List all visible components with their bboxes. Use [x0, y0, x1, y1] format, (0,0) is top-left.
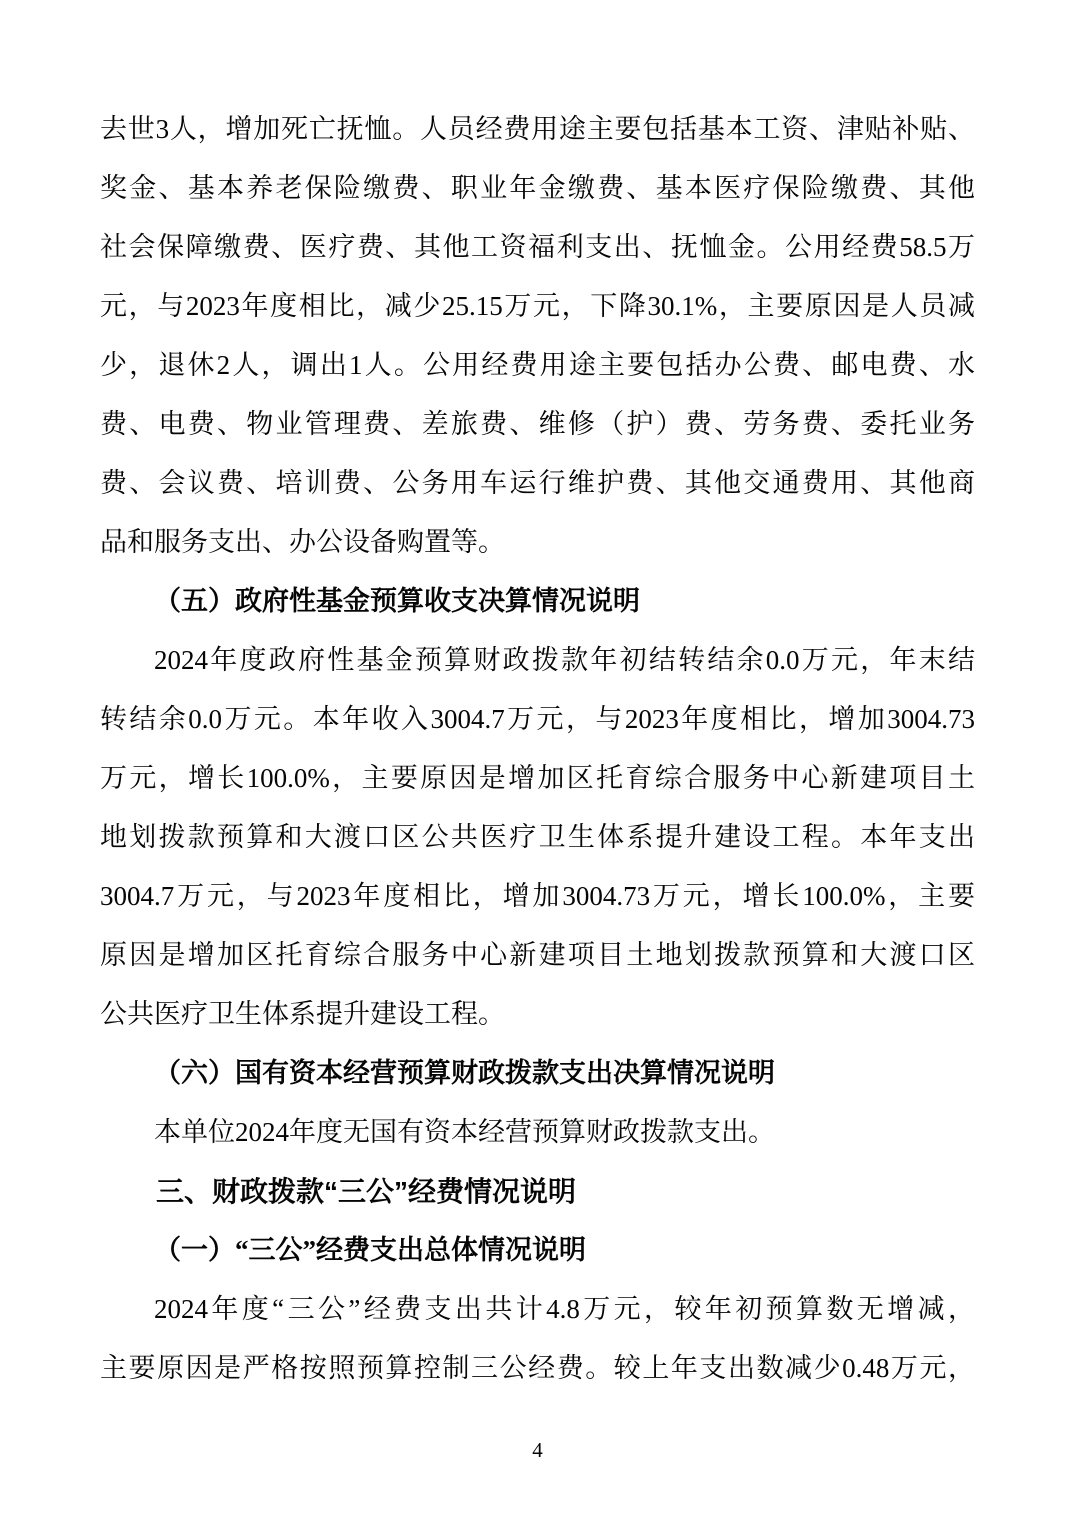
body-line: 奖金、基本养老保险缴费、职业年金缴费、基本医疗保险缴费、其他 — [100, 173, 975, 203]
body-line: 元，与2023年度相比，减少25.15万元，下降30.1%，主要原因是人员减 — [100, 291, 975, 321]
body-line: 地划拨款预算和大渡口区公共医疗卫生体系提升建设工程。本年支出 — [100, 822, 975, 852]
document-body — [100, 100, 975, 1398]
body-line: 社会保障缴费、医疗费、其他工资福利支出、抚恤金。公用经费58.5万 — [100, 232, 975, 262]
body-line: 费、会议费、培训费、公务用车运行维护费、其他交通费用、其他商 — [100, 468, 975, 498]
body-line: 费、电费、物业管理费、差旅费、维修（护）费、劳务费、委托业务 — [100, 409, 975, 439]
body-line: 2024年度“三公”经费支出共计4.8万元，较年初预算数无增减， — [154, 1294, 975, 1324]
body-line: 去世3人，增加死亡抚恤。人员经费用途主要包括基本工资、津贴补贴、 — [100, 114, 975, 144]
body-line: 2024年度政府性基金预算财政拨款年初结转结余0.0万元，年末结 — [154, 645, 975, 675]
body-line: 公共医疗卫生体系提升建设工程。 — [100, 999, 505, 1029]
body-line: 原因是增加区托育综合服务中心新建项目土地划拨款预算和大渡口区 — [100, 940, 975, 970]
body-line: 3004.7万元，与2023年度相比，增加3004.73万元，增长100.0%，主要 — [100, 881, 975, 911]
body-line: 万元，增长100.0%，主要原因是增加区托育综合服务中心新建项目土 — [100, 763, 975, 793]
section-3-heading: 三、财政拨款“三公”经费情况说明 — [156, 1176, 577, 1207]
body-line: 转结余0.0万元。本年收入3004.7万元，与2023年度相比，增加3004.73 — [100, 704, 975, 734]
section-6-heading: （六）国有资本经营预算财政拨款支出决算情况说明 — [154, 1058, 775, 1088]
body-line: 少，退休2人，调出1人。公用经费用途主要包括办公费、邮电费、水 — [100, 350, 975, 380]
page-number: 4 — [532, 1438, 543, 1462]
section-3-1-heading: （一）“三公”经费支出总体情况说明 — [154, 1235, 586, 1265]
body-line: 品和服务支出、办公设备购置等。 — [100, 527, 505, 557]
body-line: 主要原因是严格按照预算控制三公经费。较上年支出数减少0.48万元， — [100, 1353, 975, 1383]
body-line: 本单位2024年度无国有资本经营预算财政拨款支出。 — [154, 1117, 775, 1147]
section-5-heading: （五）政府性基金预算收支决算情况说明 — [154, 586, 640, 616]
